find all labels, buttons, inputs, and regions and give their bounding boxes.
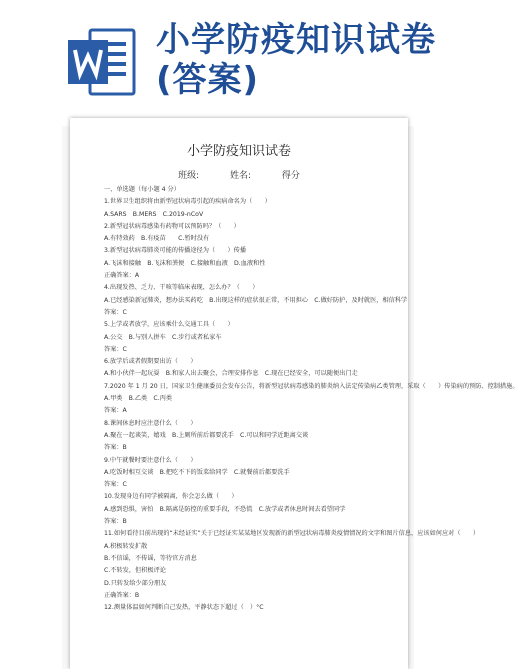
document-line: 答案：B [104, 444, 127, 452]
document-line: A.SARS B.MERS C.2019-nCoV [104, 210, 204, 218]
document-line: A.和小伙伴一起玩耍 B.和家人出去聚会，合理安排作息 C.现在已经安全，可以随便出门走 [104, 370, 358, 378]
document-line: A.积极转发扩散 [104, 542, 148, 550]
document-line: A.感到恐惧，害怕 B.隔离是防控的重要手段，不恐慌 C.放学或者休息时间去看望同学 [104, 505, 346, 513]
name-field-label: 姓名: [229, 171, 252, 181]
document-line: 4.出现发热、乏力、干咳等临床表现，怎么办？（ ） [104, 284, 259, 292]
document-line: 一、单选题（每小题 4 分） [104, 186, 180, 193]
banner [0, 0, 474, 122]
document-line: 2.新型冠状病毒感染有药物可以预防吗？（ ） [104, 222, 240, 230]
document-line: 9.中午就餐时要注意什么（ ） [104, 456, 197, 464]
document-line: 11.如何看待目前出现的“未经证实”关于已经证实某某地区发现新的新型冠状病毒肺炎疫情情况的文字和图片信息，应该如何应对（ ） [104, 530, 480, 538]
document-line: A.公交 B.与别人拼车 C.步行或者私家车 [104, 333, 222, 341]
document-line: 答案：A [104, 407, 127, 415]
question-list [104, 184, 519, 614]
document-line: B.不信谣，不传谣，等待官方消息 [104, 554, 197, 562]
document-line: A.聚在一起谈笑，嬉戏 B.上厕所前后都要洗手 C.可以和同学近距离交谈 [104, 431, 309, 439]
word-doc-icon [66, 26, 138, 98]
banner-title [156, 20, 456, 100]
student-info-fields [70, 168, 408, 181]
document-line: 3.新型冠状病毒肺炎可能的传播途径为（ ）传播 [104, 247, 247, 255]
score-field-label: 得分 [281, 171, 300, 181]
document-title: 小学防疫知识试卷 [186, 144, 291, 159]
document-line: A.有特效药 B.有疫苗 C.暂时没有 [104, 235, 210, 243]
document-line: 1.世界卫生组织将由新型冠状病毒引起的疾病命名为（ ） [104, 198, 271, 206]
document-line: A.飞沫和接触 B.飞沫和粪便 C.接触和血液 D.血液和性 [104, 259, 266, 267]
document-line: A.甲类 B.乙类 C.丙类 [104, 395, 173, 403]
banner-title-line2: (答案) [156, 60, 260, 100]
document-line: 答案：C [104, 308, 127, 316]
document-line: 6.放学后或者假期要出访（ ） [104, 358, 197, 366]
document-line: 7.2020 年 1 月 20 日，国家卫生健康委员会发布公告，将新型冠状病毒感染的肺炎纳入法定传染病乙类管理，采取（ ）传染病的预防、控制措施。 [104, 382, 519, 390]
class-field-label: 班级: [178, 171, 200, 181]
document-line: 正确答案：B [104, 591, 140, 599]
document-line: 答案：B [104, 518, 127, 526]
document-line: 8.课间休息时应注意什么（ ） [104, 419, 197, 427]
banner-title-line1: 小学防疫知识试卷 [156, 20, 436, 60]
document-line: D.只转发给少部分朋友 [104, 579, 167, 587]
document-line: 答案：C [104, 481, 127, 489]
document-line: 正确答案：A [104, 272, 140, 280]
document-line: 答案：C [104, 345, 127, 353]
document-page [70, 118, 519, 669]
document-line: 10.发现身边有同学被隔离，你会怎么做（ ） [104, 493, 238, 501]
document-line: 5.上学或者放学，应该乘什么交通工具（ ） [104, 321, 234, 329]
document-line: C.不转发，但积极评论 [104, 567, 166, 575]
document-line: A.吃饭时相互交谈 B.把吃不下的饭菜给同学 C.就餐前后都要洗手 [104, 468, 290, 476]
document-line: A.已经感染新冠肺炎，想办法买药吃 B.出现这样的症状很正常，不用担心 C.做好防护，及时就医，相信科学 [104, 296, 408, 304]
document-line: 12.测量体温如何判断自己发热，平静状态下超过（ ）°C [104, 604, 264, 612]
